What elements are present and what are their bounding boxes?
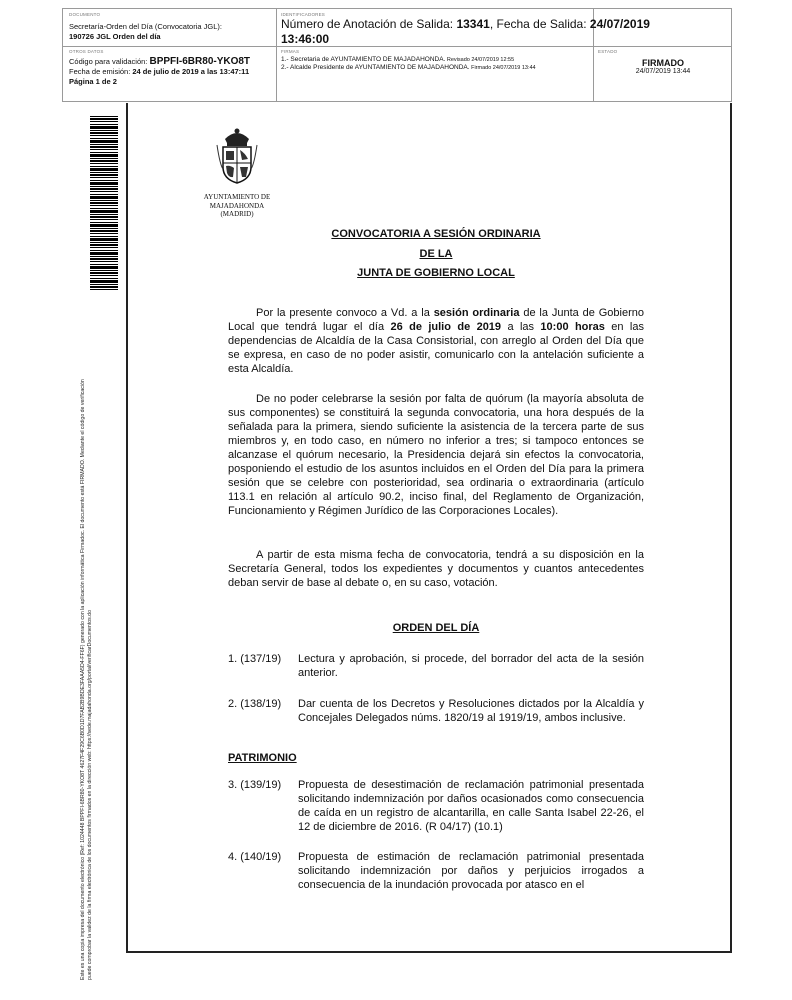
p1-c: de la Junta de Gobierno Local que tendrá lugar el día [228, 307, 644, 333]
anotacion-number: 13341 [456, 17, 490, 31]
crest-caption [190, 193, 284, 219]
firma-1-main: 1.- Secretaria de AYUNTAMIENTO DE MAJADAHONDA. [281, 56, 446, 63]
p1-e: a las [501, 321, 541, 333]
fecha-value: 24/07/2019 [589, 17, 650, 31]
firma-2 [281, 64, 591, 72]
paragraph-1 [228, 306, 644, 376]
firma-2-main: 2.- Alcalde Presidente de AYUNTAMIENTO DE MAJADAHONDA. [281, 64, 470, 71]
agenda-item-text: Propuesta de desestimación de reclamación patrimonial presentada solicitando indemnización por daños ocasionados como consecuencia de caída en un registro de alcantarilla, en calle Santa Isabel 22-26, el 12 de diciembre de 2016. (R 04/17) (10.1) [298, 779, 644, 833]
agenda-item-number: 4. (140/19) [228, 851, 282, 863]
anotacion-line [281, 17, 731, 32]
codigo-prefix: Código para validación: [69, 57, 150, 66]
side-verification-text [80, 290, 92, 980]
documento-label: DOCUMENTO [69, 12, 101, 17]
identificadores-cell [281, 12, 731, 46]
page-indicator: Página 1 de 2 [69, 76, 117, 86]
crest-caption-line2: MAJADAHONDA [209, 201, 265, 210]
documento-cell [69, 12, 274, 41]
side-text-block [80, 290, 93, 980]
paragraph-3: A partir de esta misma fecha de convocatoria, tendrá a su disposición en la Secretaría General, todos los expedientes y documentos y cuantos antecedentes deban servir de base al debate o, en su caso, votación. [228, 549, 644, 589]
estado-label: ESTADO [598, 49, 618, 54]
estado-value: FIRMADO [642, 58, 684, 68]
fecha-prefix: , Fecha de Salida: [489, 17, 590, 31]
title-line1: CONVOCATORIA A SESIÓN ORDINARIA [331, 228, 541, 240]
title-line2: DE LA [419, 248, 453, 260]
p1-g: en las dependencias de Alcaldía de la Casa Consistorial, con arreglo al Orden del Día que se expresa, en caso de no poder asistir, comunicarlo con la antelación suficiente a esta Alcaldía. [228, 321, 644, 375]
p1-a: Por la presente convoco a Vd. a la [256, 307, 434, 319]
p1-b: sesión ordinaria [433, 307, 520, 319]
document-header [62, 8, 732, 102]
identificadores-label: IDENTIFICADORES [281, 12, 326, 17]
coat-of-arms-icon [215, 125, 259, 187]
estado-fecha: 24/07/2019 13:44 [635, 68, 691, 75]
agenda-item-text: Propuesta de estimación de reclamación patrimonial presentada solicitando indemnización por daños y perjuicios irrogados a consecuencia de la inundación provocada por atasco en el [298, 851, 644, 891]
estado-cell [598, 49, 728, 75]
agenda-item-text: Dar cuenta de los Decretos y Resoluciones dictados por la Alcaldía y Concejales Delegados núms. 1820/19 al 1919/19, ambos inclusive. [298, 698, 644, 724]
anotacion-prefix: Número de Anotación de Salida: [281, 17, 457, 31]
emision-value: 24 de julio de 2019 a las 13:47:11 [132, 67, 250, 76]
codigo-line [69, 56, 274, 67]
title-line3: JUNTA DE GOBIERNO LOCAL [357, 267, 515, 279]
firma-1-note: Revisado 24/07/2019 12:55 [445, 57, 515, 63]
side-text-line2: puede comprobar la validez de la firma electrónica de los documentos firmados en la dirección web: https://sede.majadahonda.org/portal/verificarDocumentos.do [86, 610, 93, 980]
firma-2-note: Firmado 24/07/2019 13:44 [469, 65, 536, 71]
agenda-item-text: Lectura y aprobación, si procede, del borrador del acta de la sesión anterior. [298, 653, 644, 679]
crest-caption-line1: AYUNTAMIENTO DE [203, 193, 271, 201]
agenda-item-number: 3. (139/19) [228, 779, 282, 791]
firmas-cell [281, 49, 591, 72]
section-patrimonio: PATRIMONIO [228, 752, 297, 764]
emision-prefix: Fecha de emisión: [69, 67, 133, 76]
paragraph-2: De no poder celebrarse la sesión por falta de quórum (la mayoría absoluta de sus componentes) se constituirá la segunda convocatoria, una hora después de la señalada para la primera, siendo suficiente la asistencia de la tercera parte de sus miembros y, en todo caso, en número no inferior a tres; si tampoco entonces se alcanzase el quórum necesario, la Presidencia dejará sin efectos la convocatoria, posponiendo el estudio de los asuntos incluidos en el Orden del Día para la primera sesión que se celebre con posterioridad, sea ordinaria o extraordinaria (artículo 113.1 en relación al artículo 90.2, inciso final, del Reglamento de Organización, Funcionamiento y Régimen Jurídico de las Corporaciones Locales). [228, 393, 644, 517]
firma-1 [281, 56, 591, 64]
barcode [90, 116, 118, 292]
p1-f: 10:00 horas [540, 321, 605, 333]
emision-line [69, 67, 274, 77]
otros-datos-label: OTROS DATOS [69, 49, 104, 54]
crest-caption-line3: (MADRID) [220, 210, 254, 218]
p1-d: 26 de julio de 2019 [390, 321, 502, 333]
firmas-label: FIRMAS [281, 49, 300, 54]
otros-datos-cell [69, 49, 274, 86]
codigo-value: BPPFI-6BR80-YKO8T [149, 56, 251, 67]
orden-del-dia-title: ORDEN DEL DÍA [392, 622, 480, 634]
agenda-item-number: 1. (137/19) [228, 653, 282, 665]
hora-value: 13:46:00 [281, 32, 330, 46]
agenda-item-number: 2. (138/19) [228, 698, 282, 710]
documento-line1: Secretaría-Orden del Día (Convocatoria JGL): [69, 22, 222, 31]
side-text-line1: Este es una copia impresa del documento electrónico (Ref: 1024448 BPPFI-6BR80-YKO8T 4627F4F29C6B0D1D7FAB2B9BDE3FAAA5D4-FF6F) generado con la aplicación informática Firmadoc. El documento está FIRMADO. Mediante el código de verificación [80, 379, 86, 980]
documento-line2: 190726 JGL Orden del día [69, 31, 161, 41]
